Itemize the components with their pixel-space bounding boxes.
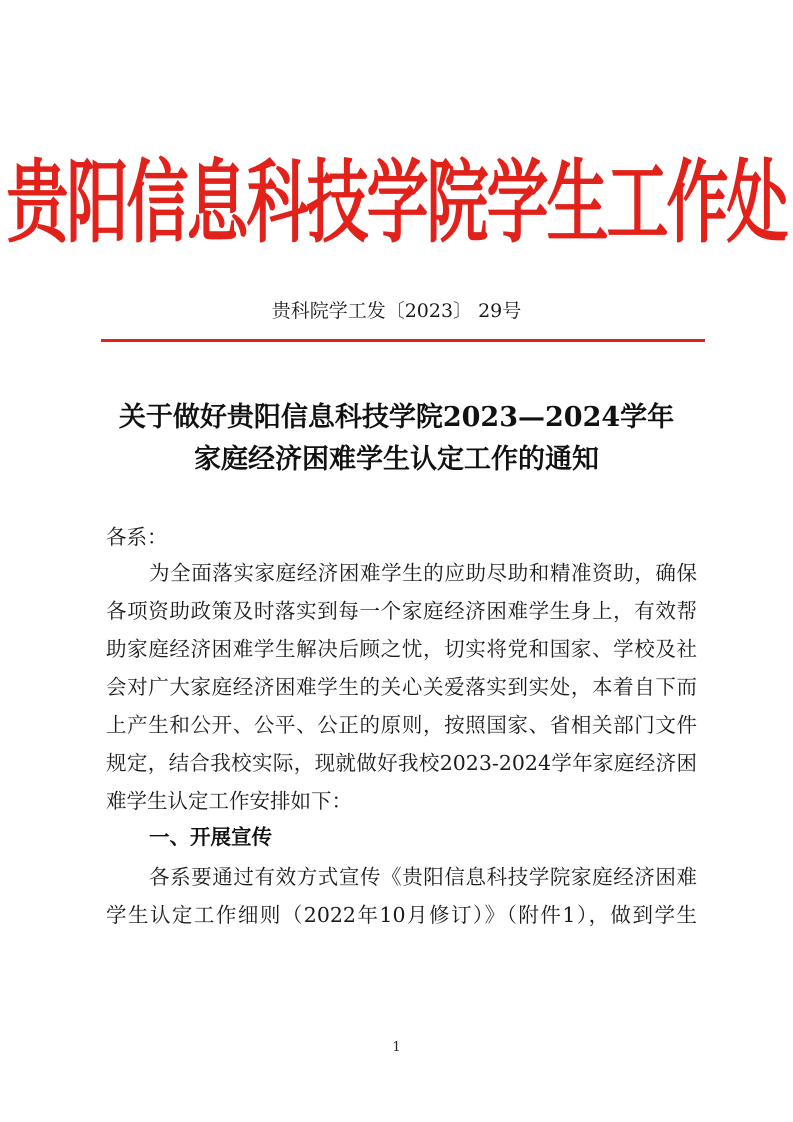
issuer-masthead: 贵阳信息科技学院学生工作处 xyxy=(6,149,787,256)
paragraph-line: 各项资助政策及时落实到每一个家庭经济困难学生身上，有效帮 xyxy=(106,599,697,623)
document-number: 贵科院学工发〔2023〕 29号 xyxy=(271,300,522,322)
title-line-1: 关于做好贵阳信息科技学院2023—2024学年 xyxy=(118,402,675,433)
paragraph-line: 难学生认定工作安排如下： xyxy=(106,789,352,813)
paragraph-line: 为全面落实家庭经济困难学生的应助尽助和精准资助，确保 xyxy=(149,561,697,585)
page-number: 1 xyxy=(392,1040,401,1055)
salutation: 各系： xyxy=(106,525,168,549)
red-divider-line xyxy=(101,339,705,342)
title-line-2: 家庭经济困难学生认定工作的通知 xyxy=(194,444,599,475)
paragraph-line: 会对广大家庭经济困难学生的关心关爱落实到实处，本着自下而 xyxy=(106,675,697,699)
paragraph-line: 各系要通过有效方式宣传《贵阳信息科技学院家庭经济困难 xyxy=(149,865,697,889)
paragraph-line: 助家庭经济困难学生解决后顾之忧，切实将党和国家、学校及社 xyxy=(106,637,697,661)
paragraph-line: 学生认定工作细则（2022年10月修订）》（附件1），做到学生 xyxy=(106,903,697,927)
paragraph-line: 上产生和公开、公平、公正的原则，按照国家、省相关部门文件 xyxy=(106,713,697,737)
section-heading: 一、开展宣传 xyxy=(149,825,272,849)
paragraph-line: 规定，结合我校实际，现就做好我校2023-2024学年家庭经济困 xyxy=(106,751,697,775)
